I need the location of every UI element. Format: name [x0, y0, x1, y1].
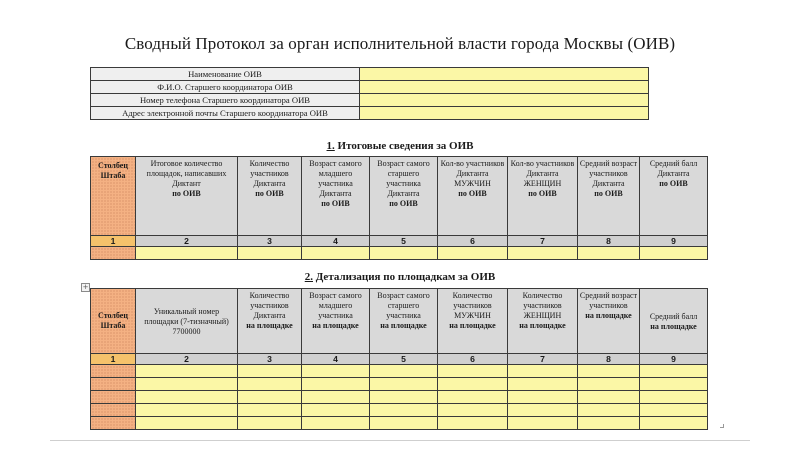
detail-number-cell: 4 [302, 354, 370, 365]
detail-header-cell: Количество участников Диктанта на площадке [238, 289, 302, 354]
detail-data-row [91, 417, 708, 430]
info-label-coordinator: Ф.И.О. Старшего координатора ОИВ [91, 81, 360, 94]
detail-data-cell[interactable] [508, 417, 578, 430]
summary-data-cell[interactable] [136, 247, 238, 260]
detail-number-row [91, 354, 708, 365]
detail-data-cell[interactable] [640, 365, 708, 378]
summary-data-cell[interactable] [370, 247, 438, 260]
summary-data-cell[interactable] [302, 247, 370, 260]
info-value-name[interactable] [360, 68, 649, 81]
info-row [91, 107, 649, 120]
detail-data-cell[interactable] [91, 417, 136, 430]
detail-data-cell[interactable] [91, 404, 136, 417]
summary-data-cell[interactable] [238, 247, 302, 260]
summary-header-row [91, 157, 708, 236]
info-value-email[interactable] [360, 107, 649, 120]
detail-data-cell[interactable] [578, 378, 640, 391]
section1-title [0, 140, 800, 152]
detail-data-cell[interactable] [302, 365, 370, 378]
detail-number-cell: 5 [370, 354, 438, 365]
detail-data-cell[interactable] [91, 391, 136, 404]
detail-data-cell[interactable] [370, 404, 438, 417]
info-label-name: Наименование ОИВ [91, 68, 360, 81]
table-move-handle-icon[interactable]: + [82, 283, 89, 291]
detail-data-cell[interactable] [438, 417, 508, 430]
detail-data-row [91, 391, 708, 404]
page-title: Сводный Протокол за орган исполнительной власти города Москвы (ОИВ) [124, 34, 676, 53]
detail-data-cell[interactable] [302, 404, 370, 417]
summary-header-cell: Кол-во участников Диктанта ЖЕНЩИН по ОИВ [508, 157, 578, 236]
detail-data-cell[interactable] [578, 417, 640, 430]
summary-number-cell: 3 [238, 236, 302, 247]
detail-data-cell[interactable] [640, 391, 708, 404]
detail-header-cell: Возраст самого младшего участника на площадке [302, 289, 370, 354]
summary-number-cell: 7 [508, 236, 578, 247]
info-row [91, 81, 649, 94]
summary-number-cell: 6 [438, 236, 508, 247]
detail-data-cell[interactable] [91, 365, 136, 378]
detail-data-cell[interactable] [238, 417, 302, 430]
detail-data-cell[interactable] [508, 391, 578, 404]
detail-data-row [91, 365, 708, 378]
detail-table [90, 288, 708, 430]
summary-number-cell: 4 [302, 236, 370, 247]
detail-data-cell[interactable] [508, 365, 578, 378]
detail-data-cell[interactable] [640, 378, 708, 391]
summary-data-cell[interactable] [508, 247, 578, 260]
section2-number: 2. [304, 271, 313, 283]
section2-title [0, 271, 800, 283]
detail-data-cell[interactable] [438, 378, 508, 391]
section1-title-text: Итоговые сведения за ОИВ [337, 140, 474, 152]
detail-data-cell[interactable] [302, 378, 370, 391]
detail-data-cell[interactable] [508, 404, 578, 417]
detail-data-cell[interactable] [91, 378, 136, 391]
detail-data-cell[interactable] [238, 378, 302, 391]
detail-data-cell[interactable] [136, 417, 238, 430]
detail-data-cell[interactable] [370, 365, 438, 378]
detail-data-cell[interactable] [370, 417, 438, 430]
detail-data-cell[interactable] [136, 365, 238, 378]
summary-number-cell: 2 [136, 236, 238, 247]
detail-number-cell: 9 [640, 354, 708, 365]
page-corner-mark [720, 424, 724, 428]
detail-header-cell: Средний балл на площадке [640, 289, 708, 354]
section1-number: 1. [326, 140, 335, 152]
detail-data-cell[interactable] [640, 417, 708, 430]
section2-title-text: Детализация по площадкам за ОИВ [315, 271, 496, 283]
detail-data-cell[interactable] [238, 391, 302, 404]
summary-data-cell[interactable] [438, 247, 508, 260]
detail-data-cell[interactable] [238, 404, 302, 417]
summary-header-cell: Столбец Штаба [91, 157, 136, 236]
detail-data-row [91, 404, 708, 417]
summary-number-cell: 8 [578, 236, 640, 247]
detail-data-cell[interactable] [640, 404, 708, 417]
detail-data-cell[interactable] [438, 404, 508, 417]
info-label-email: Адрес электронной почты Старшего координатора ОИВ [91, 107, 360, 120]
detail-data-cell[interactable] [238, 365, 302, 378]
info-label-phone: Номер телефона Старшего координатора ОИВ [91, 94, 360, 107]
summary-number-cell: 1 [91, 236, 136, 247]
detail-number-cell: 3 [238, 354, 302, 365]
detail-data-cell[interactable] [508, 378, 578, 391]
info-value-coordinator[interactable] [360, 81, 649, 94]
detail-data-cell[interactable] [438, 365, 508, 378]
info-table [90, 67, 649, 120]
detail-header-cell: Средний возраст участников на площадке [578, 289, 640, 354]
summary-data-row [91, 247, 708, 260]
page-edge-divider [50, 440, 750, 441]
summary-header-cell: Итоговое количество площадок, написавших Диктант по ОИВ [136, 157, 238, 236]
detail-data-cell[interactable] [136, 391, 238, 404]
summary-data-cell[interactable] [640, 247, 708, 260]
detail-data-cell[interactable] [302, 391, 370, 404]
detail-number-cell: 6 [438, 354, 508, 365]
summary-header-cell: Кол-во участников Диктанта МУЖЧИН по ОИВ [438, 157, 508, 236]
detail-number-cell: 7 [508, 354, 578, 365]
summary-number-cell: 5 [370, 236, 438, 247]
info-value-phone[interactable] [360, 94, 649, 107]
detail-data-row [91, 378, 708, 391]
detail-data-cell[interactable] [136, 404, 238, 417]
info-row [91, 94, 649, 107]
info-row [91, 68, 649, 81]
summary-header-cell: Средний балл Диктанта по ОИВ [640, 157, 708, 236]
detail-number-cell: 2 [136, 354, 238, 365]
summary-header-cell: Возраст самого младшего участника Диктанта по ОИВ [302, 157, 370, 236]
summary-number-cell: 9 [640, 236, 708, 247]
detail-data-cell[interactable] [302, 417, 370, 430]
detail-number-cell: 1 [91, 354, 136, 365]
detail-header-cell: Количество участников ЖЕНЩИН на площадке [508, 289, 578, 354]
detail-header-cell: Столбец Штаба [91, 289, 136, 354]
detail-number-cell: 8 [578, 354, 640, 365]
detail-data-cell[interactable] [370, 391, 438, 404]
detail-data-cell[interactable] [578, 391, 640, 404]
summary-data-cell[interactable] [578, 247, 640, 260]
summary-header-cell: Средний возраст участников Диктанта по ОИВ [578, 157, 640, 236]
detail-header-cell: Уникальный номер площадки (7-тизначный) 7700000 [136, 289, 238, 354]
detail-header-cell: Возраст самого старшего участника на площадке [370, 289, 438, 354]
detail-header-row [91, 289, 708, 354]
detail-data-cell[interactable] [136, 378, 238, 391]
detail-header-cell: Количество участников МУЖЧИН на площадке [438, 289, 508, 354]
summary-number-row [91, 236, 708, 247]
detail-data-cell[interactable] [438, 391, 508, 404]
summary-data-cell[interactable] [91, 247, 136, 260]
summary-header-cell: Количество участников Диктанта по ОИВ [238, 157, 302, 236]
summary-header-cell: Возраст самого старшего участника Диктанта по ОИВ [370, 157, 438, 236]
detail-data-cell[interactable] [370, 378, 438, 391]
detail-data-cell[interactable] [578, 404, 640, 417]
summary-table [90, 156, 708, 260]
detail-data-cell[interactable] [578, 365, 640, 378]
